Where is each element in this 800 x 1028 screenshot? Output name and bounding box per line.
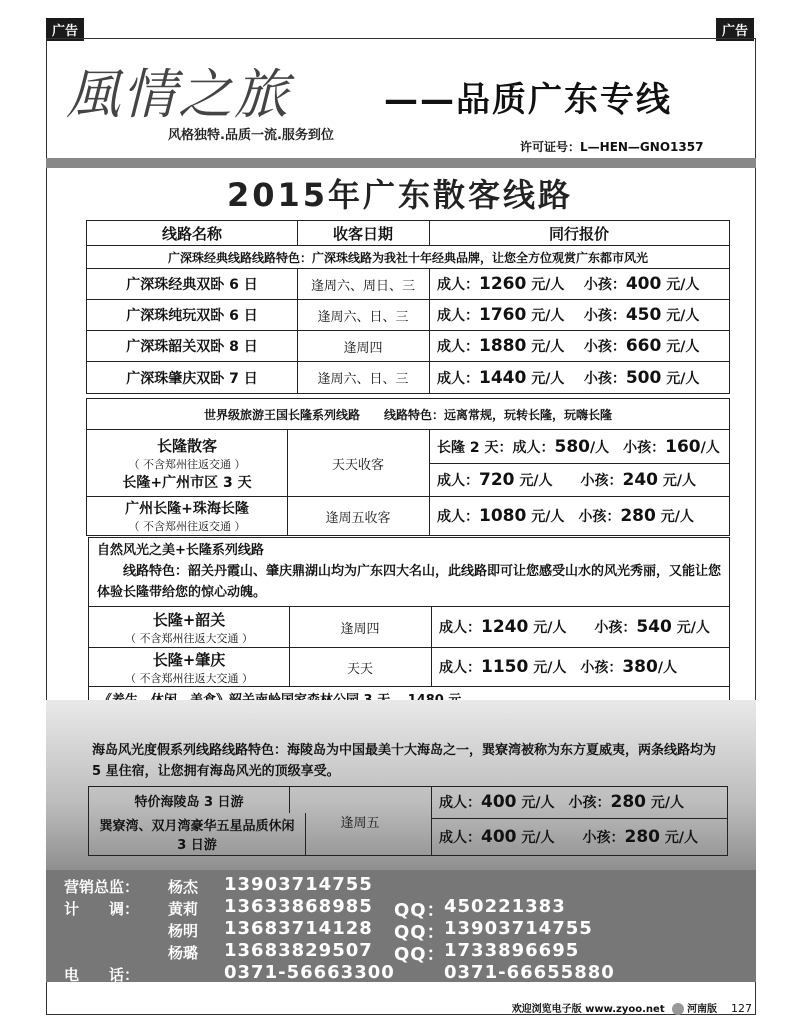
route-price: 成人： 400 元/人 小孩： 280 元/人	[439, 792, 684, 812]
route-price: 成人： 1150 元/人 小孩： 380 /人	[439, 657, 677, 677]
table-island	[88, 740, 728, 854]
section-description: 海岛风光度假系列线路线路特色：海陵岛为中国最美十大海岛之一，巽寮湾被称为东方夏威夷，两条线路均为 5 星住宿，让您拥有海岛风光的顶级享受。	[92, 743, 717, 779]
table-guangshenzhu	[86, 220, 730, 394]
table-row	[87, 269, 729, 299]
route-price: 成人： 400 元/人 小孩： 280 元/人	[439, 827, 698, 847]
route-date: 逢周六、日、三	[297, 300, 430, 330]
table-row	[89, 787, 727, 855]
route-name: 广州长隆+珠海长隆 （ 不含郑州往返交通 ）	[87, 497, 288, 535]
route-date: 逢周六、日、三	[297, 362, 430, 393]
feature-row: 广深珠经典线路线路特色：广深珠线路为我社十年经典品牌，让您全方位观赏广东都市风光	[167, 250, 648, 265]
route-name: 广深珠韶关双卧 8 日	[87, 331, 298, 361]
director-phone: 13903714755	[224, 874, 373, 895]
qq-label: QQ：	[394, 922, 446, 943]
table-row	[87, 497, 729, 535]
qq-label: QQ：	[394, 900, 446, 921]
staff-name: 黄莉	[168, 900, 199, 918]
table-row	[89, 607, 729, 647]
route-name: 长隆散客 （ 不含郑州往返交通 ） 长隆+广州市区 3 天	[87, 430, 288, 496]
edition-icon	[672, 1003, 684, 1015]
contact-panel	[46, 870, 756, 982]
staff-qq: 13903714755	[444, 918, 593, 939]
route-name: 广深珠纯玩双卧 6 日	[87, 300, 298, 330]
route-date: 逢周四	[297, 331, 430, 361]
route-date: 逢周五收客	[287, 497, 430, 535]
route-price: 长隆 2 天：成人： 580 /人 小孩： 160 /人	[437, 436, 720, 457]
section-description: 自然风光之美+长隆系列线路 线路特色：韶关丹霞山、肇庆鼎湖山均为广东四大名山，此线路即可让您感受山水的风光秀丽，又能让您体验长隆带给您的惊心动魄。	[97, 543, 722, 600]
slogan: ——品质广东专线	[384, 80, 672, 120]
main-title: 2015年广东散客线路	[226, 176, 574, 214]
logo-title: 風情之旅	[66, 63, 290, 126]
table-header-row	[87, 221, 729, 245]
route-price: 成人： 1760 元/人 小孩： 450 元/人	[437, 305, 700, 325]
route-date: 逢周六、周日、三	[297, 269, 430, 299]
director-name: 杨杰	[168, 878, 199, 896]
route-price: 成人： 1880 元/人 小孩： 660 元/人	[437, 336, 700, 356]
ad-label-left: 广告	[46, 18, 84, 41]
staff-qq: 450221383	[444, 896, 566, 917]
brand-logo	[66, 52, 366, 148]
table-nature-chimelong	[88, 537, 730, 711]
table-row	[87, 430, 729, 496]
staff-phone: 13683714128	[224, 918, 373, 939]
table-row	[87, 331, 729, 361]
staff-phone: 13633868985	[224, 896, 373, 917]
table-row	[87, 362, 729, 393]
route-name: 广深珠经典双卧 6 日	[87, 269, 298, 299]
route-date: 逢周五	[289, 787, 432, 855]
route-name: 巽寮湾、双月湾豪华五星品质休闲 3 日游	[89, 813, 306, 855]
table-row	[89, 648, 729, 686]
qq-label: QQ：	[394, 944, 446, 965]
route-name: 广深珠肇庆双卧 7 日	[87, 362, 298, 393]
header-route: 线路名称	[87, 221, 298, 245]
route-date: 天天收客	[287, 430, 430, 496]
route-price: 成人： 1080 元/人 小孩： 280 元/人	[437, 506, 694, 526]
staff-qq: 1733896695	[444, 940, 580, 961]
route-price: 成人： 1240 元/人 小孩： 540 元/人	[439, 617, 710, 637]
edition-label: 河南版	[687, 1004, 718, 1015]
director-label: 营销总监：	[64, 878, 140, 896]
route-price: 成人： 1260 元/人 小孩： 400 元/人	[437, 274, 700, 294]
table-chimelong	[86, 398, 730, 536]
site-text: 欢迎浏览电子版 www.zyoo.net	[511, 1004, 665, 1015]
logo-subtitle: 风格独特.品质一流.服务到位	[168, 128, 334, 143]
route-date: 天天	[289, 648, 432, 686]
staff-phone: 13683829507	[224, 940, 373, 961]
telephone-2: 0371-66655880	[444, 962, 615, 983]
coordinator-label: 计 调：	[64, 900, 140, 918]
staff-name: 杨璐	[168, 944, 199, 962]
section-header: 世界级旅游王国长隆系列线路 线路特色：远离常规，玩转长隆，玩嗨长隆	[203, 407, 612, 422]
telephone-label: 电 话：	[64, 966, 140, 984]
header-date: 收客日期	[297, 221, 430, 245]
telephone-1: 0371-56663300	[224, 962, 395, 983]
route-price: 成人： 1440 元/人 小孩： 500 元/人	[437, 367, 700, 388]
route-date: 逢周四	[289, 607, 432, 647]
table-row	[87, 300, 729, 330]
route-name: 长隆+韶关 （ 不含郑州往返大交通 ）	[89, 607, 290, 647]
page-footer	[512, 1000, 752, 1015]
ad-label-right: 广告	[716, 18, 754, 41]
route-name: 特价海陵岛 3 日游	[89, 787, 290, 813]
route-price: 成人： 720 元/人 小孩： 240 元/人	[437, 470, 696, 490]
page-number: 127	[731, 1002, 752, 1015]
header-divider	[46, 158, 756, 168]
route-name: 长隆+肇庆 （ 不含郑州往返大交通 ）	[89, 648, 290, 686]
staff-name: 杨明	[168, 922, 199, 940]
license-number: 许可证号：L—HEN—GNO1357	[520, 140, 704, 154]
header-price: 同行报价	[548, 224, 609, 243]
